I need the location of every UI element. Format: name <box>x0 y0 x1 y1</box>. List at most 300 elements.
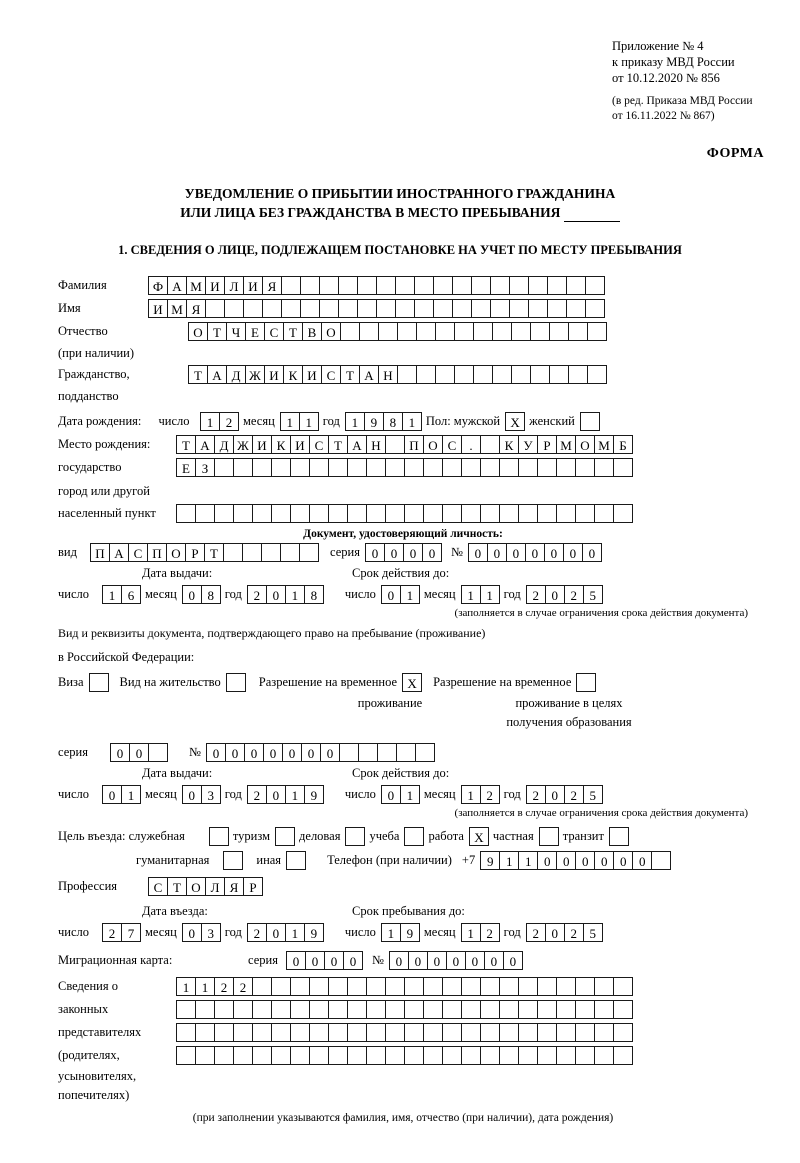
char-cell[interactable]: 1 <box>285 785 305 804</box>
char-cell[interactable]: О <box>166 543 186 562</box>
char-cell[interactable] <box>433 276 453 295</box>
char-cell[interactable]: 6 <box>121 585 141 604</box>
char-cell[interactable] <box>594 977 614 996</box>
char-cell[interactable]: С <box>309 435 329 454</box>
char-cell[interactable] <box>499 1000 519 1019</box>
char-cell[interactable] <box>300 276 320 295</box>
char-cell[interactable]: О <box>575 435 595 454</box>
surname-input[interactable] <box>148 276 604 295</box>
char-cell[interactable] <box>328 1046 348 1065</box>
issue-day-input[interactable] <box>102 585 140 604</box>
char-cell[interactable]: Т <box>328 435 348 454</box>
char-cell[interactable]: М <box>556 435 576 454</box>
stay-series-input[interactable] <box>110 743 167 762</box>
char-cell[interactable] <box>252 977 272 996</box>
char-cell[interactable] <box>328 458 348 477</box>
char-cell[interactable]: 0 <box>266 923 286 942</box>
char-cell[interactable] <box>594 504 614 523</box>
char-cell[interactable] <box>397 322 417 341</box>
char-cell[interactable] <box>347 977 367 996</box>
char-cell[interactable] <box>290 1023 310 1042</box>
char-cell[interactable] <box>214 1046 234 1065</box>
char-cell[interactable] <box>537 977 557 996</box>
char-cell[interactable] <box>568 322 588 341</box>
char-cell[interactable]: 2 <box>526 585 546 604</box>
char-cell[interactable] <box>176 1046 196 1065</box>
char-cell[interactable]: П <box>404 435 424 454</box>
char-cell[interactable]: 5 <box>583 785 603 804</box>
char-cell[interactable] <box>528 276 548 295</box>
char-cell[interactable] <box>281 299 301 318</box>
char-cell[interactable]: 9 <box>304 785 324 804</box>
char-cell[interactable] <box>549 365 569 384</box>
char-cell[interactable]: О <box>186 877 206 896</box>
char-cell[interactable] <box>309 1000 329 1019</box>
char-cell[interactable] <box>357 299 377 318</box>
char-cell[interactable] <box>385 458 405 477</box>
char-cell[interactable] <box>252 504 272 523</box>
char-cell[interactable]: 1 <box>400 785 420 804</box>
char-cell[interactable] <box>452 299 472 318</box>
purpose-tourism-checkbox[interactable] <box>275 827 294 846</box>
char-cell[interactable] <box>575 1046 595 1065</box>
char-cell[interactable] <box>319 276 339 295</box>
char-cell[interactable] <box>556 1000 576 1019</box>
char-cell[interactable]: 1 <box>402 412 422 431</box>
char-cell[interactable] <box>575 458 595 477</box>
char-cell[interactable]: 2 <box>247 785 267 804</box>
char-cell[interactable]: П <box>90 543 110 562</box>
char-cell[interactable] <box>442 1000 462 1019</box>
entry-month-input[interactable] <box>182 923 220 942</box>
char-cell[interactable] <box>423 504 443 523</box>
char-cell[interactable]: И <box>302 365 322 384</box>
char-cell[interactable] <box>359 322 379 341</box>
char-cell[interactable]: Л <box>205 877 225 896</box>
birth-place-row-2[interactable] <box>176 458 632 477</box>
char-cell[interactable]: 1 <box>499 851 519 870</box>
char-cell[interactable]: С <box>148 877 168 896</box>
char-cell[interactable]: 0 <box>503 951 523 970</box>
char-cell[interactable]: И <box>264 365 284 384</box>
char-cell[interactable]: Я <box>224 877 244 896</box>
char-cell[interactable] <box>214 458 234 477</box>
char-cell[interactable] <box>480 1046 500 1065</box>
char-cell[interactable]: 0 <box>381 585 401 604</box>
char-cell[interactable] <box>176 1023 196 1042</box>
char-cell[interactable]: С <box>321 365 341 384</box>
char-cell[interactable]: 7 <box>121 923 141 942</box>
char-cell[interactable] <box>233 1046 253 1065</box>
patronymic-input[interactable] <box>188 322 606 341</box>
birth-day-input[interactable] <box>200 412 238 431</box>
char-cell[interactable]: К <box>499 435 519 454</box>
char-cell[interactable] <box>271 1023 291 1042</box>
birth-month-input[interactable] <box>280 412 318 431</box>
legal-reps-input-4[interactable] <box>176 1046 632 1065</box>
char-cell[interactable] <box>556 1046 576 1065</box>
char-cell[interactable] <box>233 1000 253 1019</box>
char-cell[interactable] <box>480 435 500 454</box>
char-cell[interactable]: 0 <box>244 743 264 762</box>
char-cell[interactable]: 0 <box>263 743 283 762</box>
char-cell[interactable]: Ж <box>233 435 253 454</box>
doc-series-input[interactable] <box>365 543 441 562</box>
char-cell[interactable] <box>395 299 415 318</box>
char-cell[interactable] <box>509 299 529 318</box>
stay-valid-year-input[interactable] <box>526 785 602 804</box>
char-cell[interactable]: 1 <box>345 412 365 431</box>
char-cell[interactable] <box>575 1000 595 1019</box>
char-cell[interactable] <box>404 827 424 846</box>
char-cell[interactable]: 1 <box>480 585 500 604</box>
char-cell[interactable]: 0 <box>381 785 401 804</box>
char-cell[interactable]: 2 <box>214 977 234 996</box>
char-cell[interactable]: 0 <box>206 743 226 762</box>
char-cell[interactable]: Т <box>207 322 227 341</box>
valid-month-input[interactable] <box>461 585 499 604</box>
char-cell[interactable]: Ф <box>148 276 168 295</box>
char-cell[interactable] <box>328 1023 348 1042</box>
char-cell[interactable]: 5 <box>583 585 603 604</box>
char-cell[interactable] <box>461 458 481 477</box>
char-cell[interactable] <box>518 1000 538 1019</box>
char-cell[interactable]: 0 <box>286 951 306 970</box>
char-cell[interactable]: 0 <box>545 923 565 942</box>
char-cell[interactable] <box>556 977 576 996</box>
char-cell[interactable] <box>328 504 348 523</box>
purpose-study-checkbox[interactable] <box>404 827 423 846</box>
char-cell[interactable]: У <box>518 435 538 454</box>
char-cell[interactable]: Н <box>378 365 398 384</box>
char-cell[interactable] <box>613 458 633 477</box>
char-cell[interactable] <box>396 743 416 762</box>
stay-until-year-input[interactable] <box>526 923 602 942</box>
char-cell[interactable]: И <box>148 299 168 318</box>
char-cell[interactable]: 9 <box>480 851 500 870</box>
char-cell[interactable] <box>511 322 531 341</box>
char-cell[interactable]: Б <box>613 435 633 454</box>
char-cell[interactable] <box>233 458 253 477</box>
char-cell[interactable]: 1 <box>102 585 122 604</box>
char-cell[interactable]: 1 <box>461 923 481 942</box>
char-cell[interactable]: 1 <box>299 412 319 431</box>
char-cell[interactable]: М <box>167 299 187 318</box>
char-cell[interactable] <box>290 504 310 523</box>
char-cell[interactable] <box>480 1000 500 1019</box>
char-cell[interactable] <box>195 504 215 523</box>
char-cell[interactable]: Х <box>402 673 422 692</box>
char-cell[interactable] <box>556 1023 576 1042</box>
char-cell[interactable] <box>461 977 481 996</box>
char-cell[interactable]: 0 <box>465 951 485 970</box>
char-cell[interactable] <box>537 1046 557 1065</box>
char-cell[interactable] <box>442 504 462 523</box>
char-cell[interactable] <box>594 1000 614 1019</box>
char-cell[interactable] <box>492 322 512 341</box>
char-cell[interactable]: Т <box>283 322 303 341</box>
char-cell[interactable] <box>435 365 455 384</box>
char-cell[interactable]: 2 <box>480 785 500 804</box>
char-cell[interactable] <box>404 977 424 996</box>
char-cell[interactable]: 0 <box>182 785 202 804</box>
char-cell[interactable] <box>613 977 633 996</box>
char-cell[interactable]: 0 <box>110 743 130 762</box>
char-cell[interactable]: 0 <box>582 543 602 562</box>
char-cell[interactable] <box>205 299 225 318</box>
char-cell[interactable] <box>328 1000 348 1019</box>
char-cell[interactable]: З <box>195 458 215 477</box>
char-cell[interactable] <box>566 299 586 318</box>
char-cell[interactable]: В <box>302 322 322 341</box>
char-cell[interactable]: 2 <box>480 923 500 942</box>
purpose-humanitarian-checkbox[interactable] <box>223 851 242 870</box>
char-cell[interactable] <box>347 1046 367 1065</box>
char-cell[interactable] <box>556 458 576 477</box>
char-cell[interactable] <box>252 1000 272 1019</box>
char-cell[interactable] <box>499 458 519 477</box>
char-cell[interactable] <box>480 977 500 996</box>
birth-place-row-1[interactable] <box>176 435 632 454</box>
char-cell[interactable] <box>499 977 519 996</box>
char-cell[interactable] <box>261 543 281 562</box>
stay-number-input[interactable] <box>206 743 434 762</box>
char-cell[interactable]: Ч <box>226 322 246 341</box>
char-cell[interactable] <box>499 1023 519 1042</box>
char-cell[interactable]: Д <box>226 365 246 384</box>
char-cell[interactable] <box>281 276 301 295</box>
char-cell[interactable]: 0 <box>182 585 202 604</box>
char-cell[interactable] <box>471 276 491 295</box>
char-cell[interactable] <box>176 1000 196 1019</box>
edu-residence-checkbox[interactable] <box>576 673 595 692</box>
char-cell[interactable]: К <box>271 435 291 454</box>
char-cell[interactable] <box>404 458 424 477</box>
char-cell[interactable] <box>223 543 243 562</box>
char-cell[interactable] <box>280 543 300 562</box>
char-cell[interactable]: 1 <box>285 923 305 942</box>
char-cell[interactable] <box>404 1000 424 1019</box>
char-cell[interactable] <box>423 1023 443 1042</box>
char-cell[interactable] <box>339 743 359 762</box>
char-cell[interactable] <box>275 827 295 846</box>
char-cell[interactable]: 0 <box>537 851 557 870</box>
char-cell[interactable]: 0 <box>266 785 286 804</box>
char-cell[interactable]: 1 <box>400 585 420 604</box>
char-cell[interactable]: Я <box>186 299 206 318</box>
char-cell[interactable] <box>290 1000 310 1019</box>
char-cell[interactable] <box>585 276 605 295</box>
char-cell[interactable]: 1 <box>195 977 215 996</box>
birth-year-input[interactable] <box>345 412 421 431</box>
char-cell[interactable]: 5 <box>583 923 603 942</box>
char-cell[interactable]: Х <box>505 412 525 431</box>
char-cell[interactable] <box>224 299 244 318</box>
char-cell[interactable] <box>347 458 367 477</box>
char-cell[interactable]: 0 <box>384 543 404 562</box>
char-cell[interactable] <box>518 1023 538 1042</box>
char-cell[interactable] <box>214 1023 234 1042</box>
char-cell[interactable] <box>345 827 365 846</box>
char-cell[interactable]: А <box>195 435 215 454</box>
char-cell[interactable]: 0 <box>343 951 363 970</box>
char-cell[interactable]: 0 <box>594 851 614 870</box>
issue-year-input[interactable] <box>247 585 323 604</box>
char-cell[interactable] <box>385 1023 405 1042</box>
char-cell[interactable]: 2 <box>526 923 546 942</box>
char-cell[interactable]: 2 <box>564 585 584 604</box>
char-cell[interactable]: 9 <box>364 412 384 431</box>
char-cell[interactable] <box>575 977 595 996</box>
char-cell[interactable]: Т <box>188 365 208 384</box>
char-cell[interactable] <box>347 504 367 523</box>
char-cell[interactable]: С <box>128 543 148 562</box>
char-cell[interactable]: 3 <box>201 785 221 804</box>
char-cell[interactable] <box>148 743 168 762</box>
char-cell[interactable]: 0 <box>422 543 442 562</box>
char-cell[interactable]: . <box>461 435 481 454</box>
migration-number-input[interactable] <box>389 951 522 970</box>
char-cell[interactable]: 0 <box>324 951 344 970</box>
char-cell[interactable] <box>376 276 396 295</box>
char-cell[interactable] <box>309 458 329 477</box>
char-cell[interactable]: 2 <box>233 977 253 996</box>
char-cell[interactable]: Р <box>537 435 557 454</box>
char-cell[interactable]: 8 <box>201 585 221 604</box>
char-cell[interactable] <box>385 1000 405 1019</box>
visa-checkbox[interactable] <box>89 673 108 692</box>
char-cell[interactable]: 0 <box>129 743 149 762</box>
char-cell[interactable] <box>271 977 291 996</box>
char-cell[interactable]: 8 <box>383 412 403 431</box>
char-cell[interactable]: 2 <box>219 412 239 431</box>
char-cell[interactable] <box>252 1046 272 1065</box>
char-cell[interactable]: 9 <box>304 923 324 942</box>
char-cell[interactable]: 0 <box>632 851 652 870</box>
char-cell[interactable] <box>492 365 512 384</box>
char-cell[interactable]: 0 <box>266 585 286 604</box>
char-cell[interactable] <box>404 1046 424 1065</box>
char-cell[interactable]: 2 <box>102 923 122 942</box>
stay-issue-year-input[interactable] <box>247 785 323 804</box>
name-input[interactable] <box>148 299 604 318</box>
char-cell[interactable] <box>452 276 472 295</box>
char-cell[interactable]: 1 <box>285 585 305 604</box>
char-cell[interactable] <box>499 504 519 523</box>
char-cell[interactable] <box>490 276 510 295</box>
char-cell[interactable] <box>454 322 474 341</box>
char-cell[interactable]: К <box>283 365 303 384</box>
char-cell[interactable]: С <box>442 435 462 454</box>
char-cell[interactable]: 2 <box>526 785 546 804</box>
char-cell[interactable] <box>433 299 453 318</box>
char-cell[interactable] <box>290 1046 310 1065</box>
sex-female-checkbox[interactable] <box>580 412 599 431</box>
char-cell[interactable] <box>480 504 500 523</box>
char-cell[interactable] <box>377 743 397 762</box>
doc-type-input[interactable] <box>90 543 318 562</box>
char-cell[interactable] <box>537 1000 557 1019</box>
profession-input[interactable] <box>148 877 262 896</box>
issue-month-input[interactable] <box>182 585 220 604</box>
char-cell[interactable] <box>286 851 306 870</box>
char-cell[interactable]: П <box>147 543 167 562</box>
char-cell[interactable] <box>290 458 310 477</box>
char-cell[interactable] <box>328 977 348 996</box>
char-cell[interactable] <box>442 1046 462 1065</box>
char-cell[interactable]: М <box>186 276 206 295</box>
char-cell[interactable] <box>385 1046 405 1065</box>
char-cell[interactable] <box>347 1000 367 1019</box>
purpose-transit-checkbox[interactable] <box>609 827 628 846</box>
char-cell[interactable] <box>537 1023 557 1042</box>
char-cell[interactable]: Я <box>262 276 282 295</box>
char-cell[interactable] <box>575 504 595 523</box>
char-cell[interactable] <box>530 322 550 341</box>
char-cell[interactable]: Л <box>224 276 244 295</box>
char-cell[interactable]: 0 <box>556 851 576 870</box>
citizenship-input[interactable] <box>188 365 606 384</box>
char-cell[interactable] <box>539 827 559 846</box>
char-cell[interactable]: 0 <box>408 951 428 970</box>
char-cell[interactable]: 1 <box>518 851 538 870</box>
char-cell[interactable] <box>404 1023 424 1042</box>
char-cell[interactable]: И <box>290 435 310 454</box>
char-cell[interactable] <box>214 504 234 523</box>
char-cell[interactable] <box>490 299 510 318</box>
char-cell[interactable]: Т <box>204 543 224 562</box>
char-cell[interactable] <box>195 1023 215 1042</box>
char-cell[interactable]: Т <box>340 365 360 384</box>
char-cell[interactable] <box>415 743 435 762</box>
char-cell[interactable] <box>397 365 417 384</box>
char-cell[interactable] <box>262 299 282 318</box>
char-cell[interactable] <box>366 1023 386 1042</box>
char-cell[interactable]: 0 <box>525 543 545 562</box>
char-cell[interactable] <box>385 504 405 523</box>
char-cell[interactable]: Н <box>366 435 386 454</box>
char-cell[interactable]: 3 <box>201 923 221 942</box>
char-cell[interactable]: Е <box>176 458 196 477</box>
char-cell[interactable] <box>461 1046 481 1065</box>
char-cell[interactable] <box>385 977 405 996</box>
char-cell[interactable] <box>480 1023 500 1042</box>
char-cell[interactable] <box>358 743 378 762</box>
char-cell[interactable] <box>338 299 358 318</box>
char-cell[interactable]: Т <box>167 877 187 896</box>
stay-issue-day-input[interactable] <box>102 785 140 804</box>
char-cell[interactable] <box>176 504 196 523</box>
char-cell[interactable] <box>416 322 436 341</box>
stay-issue-month-input[interactable] <box>182 785 220 804</box>
residence-checkbox[interactable] <box>226 673 245 692</box>
char-cell[interactable] <box>233 504 253 523</box>
char-cell[interactable]: 0 <box>575 851 595 870</box>
char-cell[interactable]: Р <box>185 543 205 562</box>
char-cell[interactable] <box>518 458 538 477</box>
char-cell[interactable]: 0 <box>365 543 385 562</box>
char-cell[interactable]: Ж <box>245 365 265 384</box>
char-cell[interactable] <box>423 458 443 477</box>
entry-day-input[interactable] <box>102 923 140 942</box>
char-cell[interactable] <box>461 1000 481 1019</box>
char-cell[interactable] <box>223 851 243 870</box>
char-cell[interactable]: 2 <box>564 785 584 804</box>
char-cell[interactable] <box>566 276 586 295</box>
char-cell[interactable]: 0 <box>613 851 633 870</box>
char-cell[interactable] <box>366 1000 386 1019</box>
char-cell[interactable] <box>594 1023 614 1042</box>
